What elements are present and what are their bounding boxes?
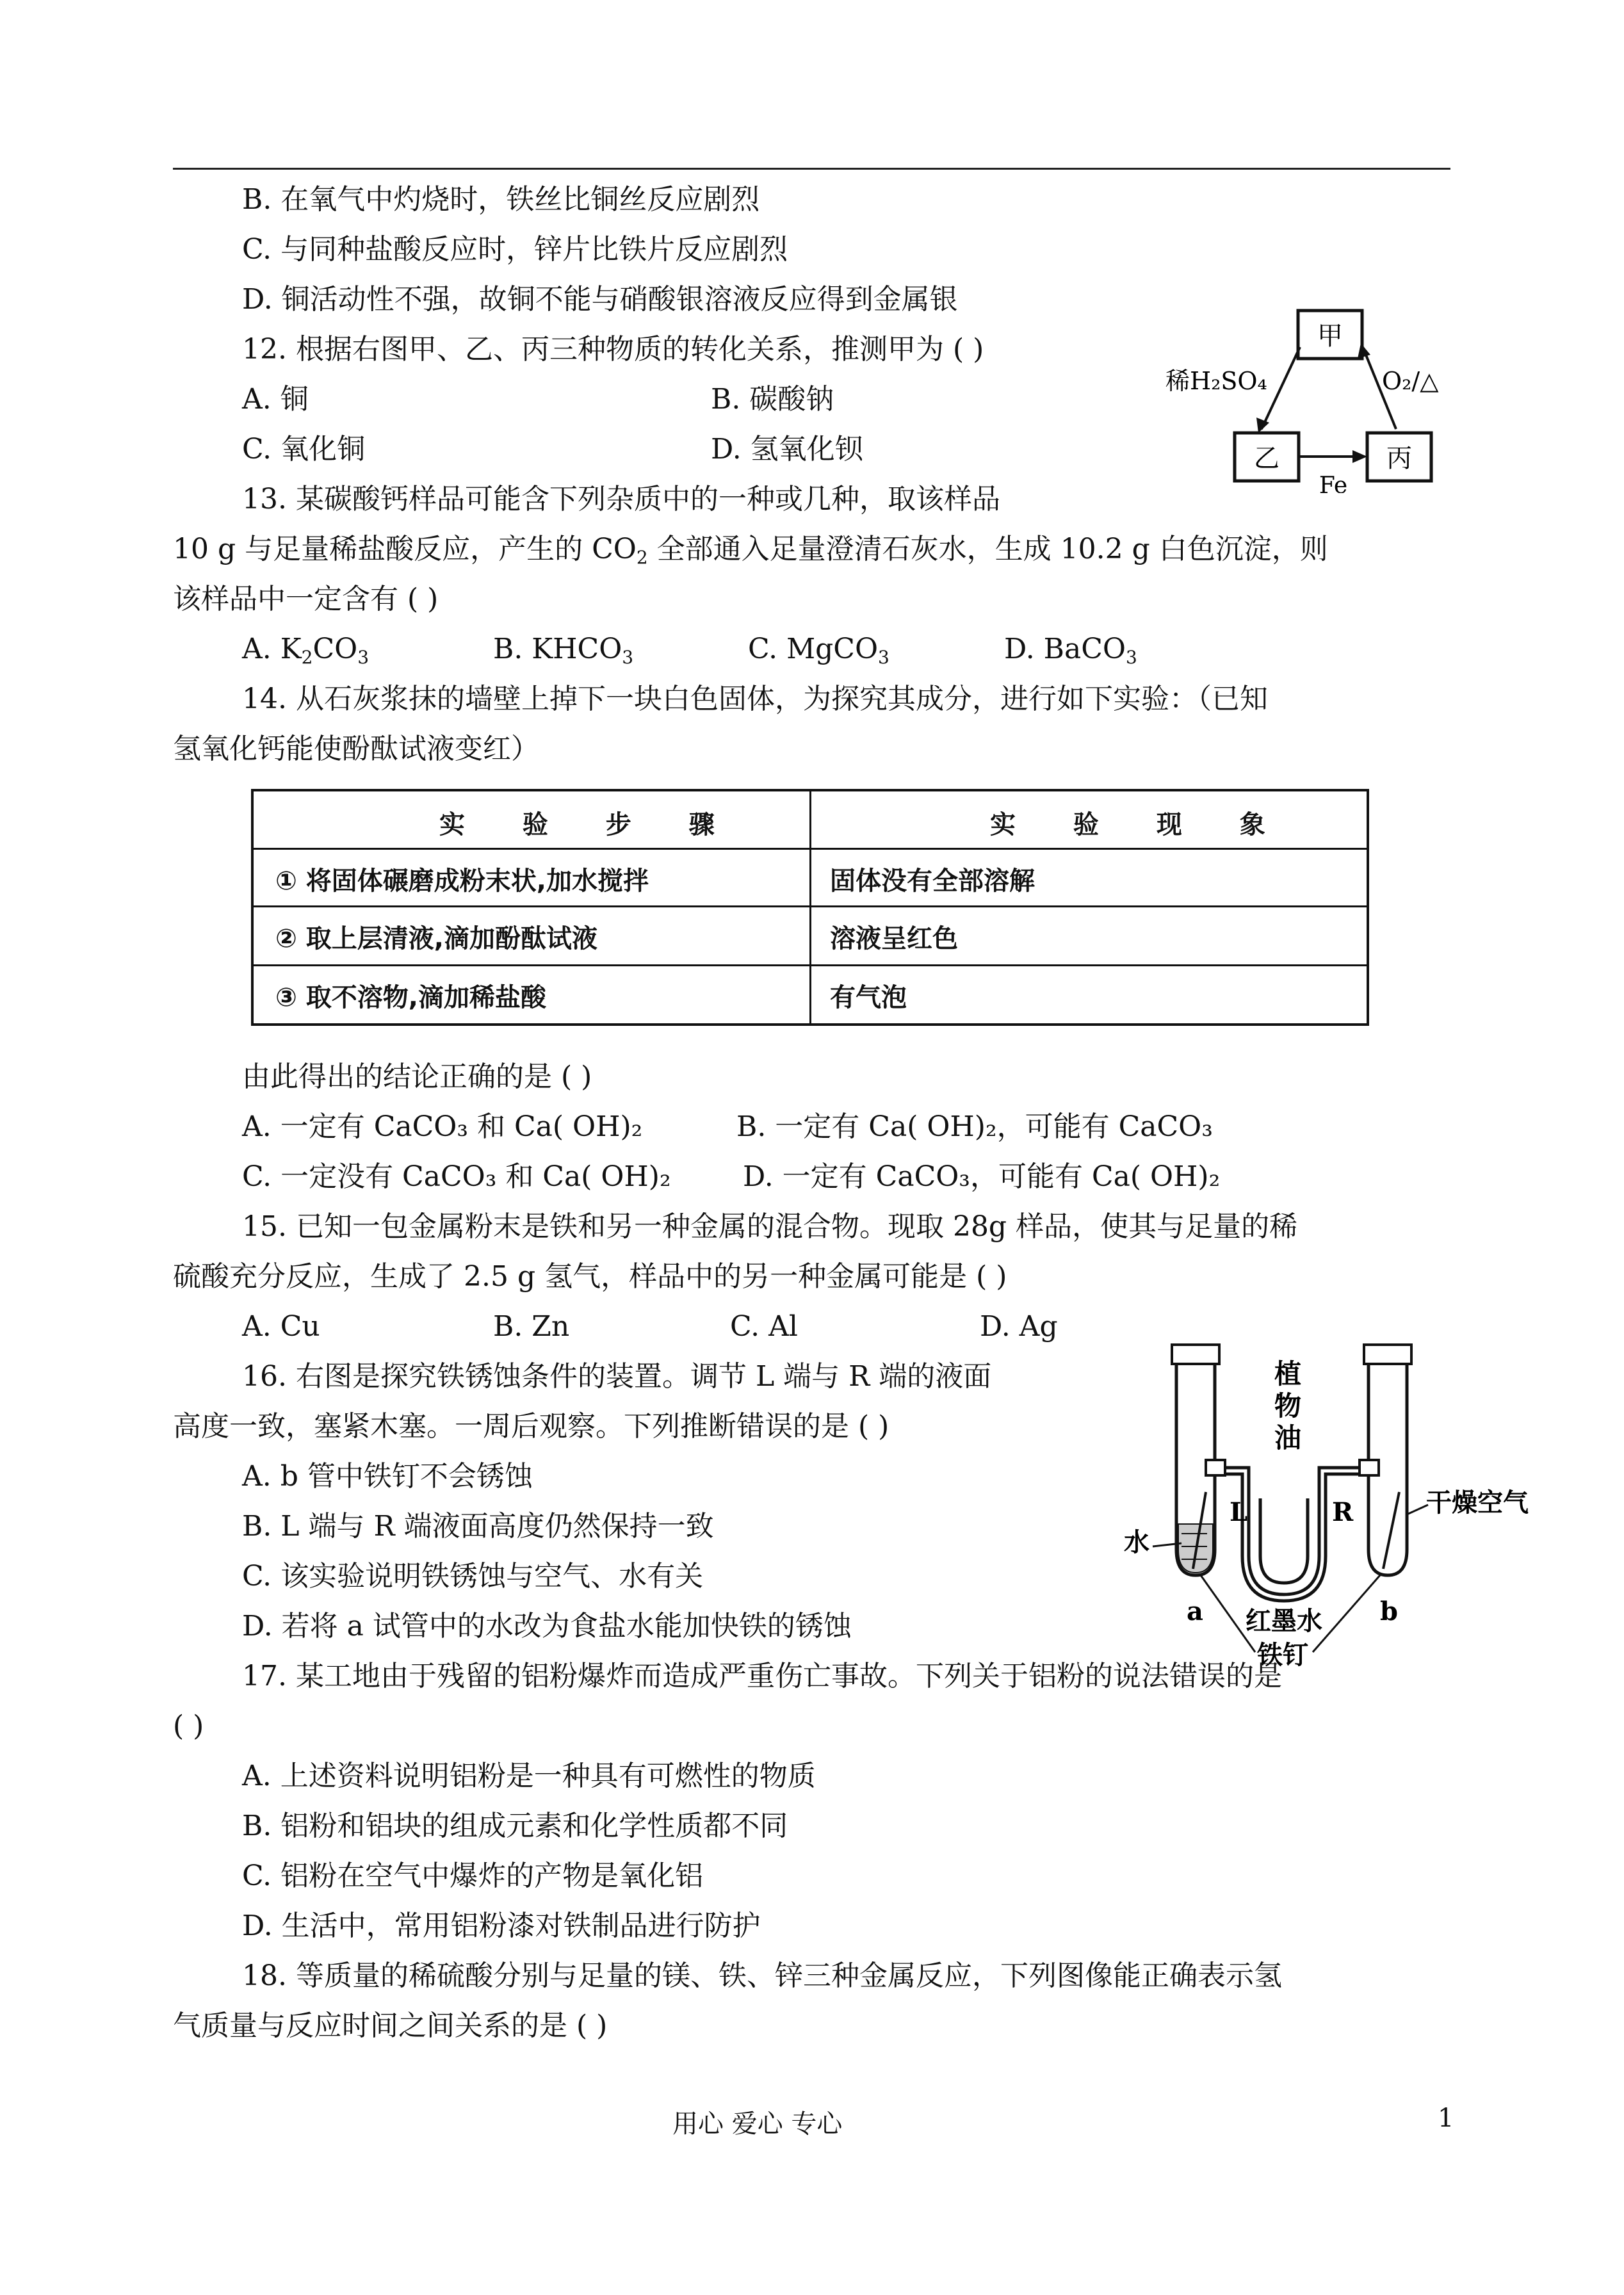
footer-motto: 用心 爱心 专心 (672, 2109, 843, 2139)
label-fe: Fe (1319, 473, 1348, 493)
q12-option-c: C. 氧化铜 (242, 433, 366, 466)
page-number: 1 (1438, 2104, 1454, 2133)
q16-option-b: B. L 端与 R 端液面高度仍然保持一致 (242, 1510, 714, 1543)
q14-stem-line1: 14. 从石灰浆抹的墙壁上掉下一块白色固体，为探究其成分，进行如下实验：（已知 (242, 683, 1268, 715)
q14-option-c: C. 一定没有 CaCO₃ 和 Ca( OH)₂ (242, 1160, 671, 1193)
q13-option-b: B. $KHCO_3$ (493, 633, 634, 668)
q12-option-b: B. 碳酸钠 (711, 383, 834, 416)
node-bing: 丙 (1386, 444, 1412, 473)
label-oil-3: 油 (1274, 1422, 1302, 1454)
q11-option-b: B. 在氧气中灼烧时，铁丝比铜丝反应剧烈 (242, 183, 760, 216)
q17-option-b: B. 铝粉和铝块的组成元素和化学性质都不同 (242, 1810, 788, 1842)
q15-option-d: D. Ag (980, 1310, 1058, 1343)
header-rule (173, 168, 1450, 170)
label-water: 水 (1124, 1527, 1149, 1557)
label-R: R (1332, 1497, 1354, 1527)
q14-conclusion: 由此得出的结论正确的是 ( ) (242, 1060, 592, 1093)
q12-option-d: D. 氢氧化钡 (711, 433, 863, 466)
q17-option-a: A. 上述资料说明铝粉是一种具有可燃性的物质 (242, 1760, 816, 1792)
q11-option-d: D. 铜活动性不强，故铜不能与硝酸银溶液反应得到金属银 (242, 283, 958, 316)
q17-stem-line1: 17. 某工地由于残留的铝粉爆炸而造成严重伤亡事故。下列关于铝粉的说法错误的是 (242, 1660, 1282, 1692)
q16-option-a: A. b 管中铁钉不会锈蚀 (242, 1460, 533, 1493)
q17-stem-line2: ( ) (173, 1710, 204, 1742)
q14-option-a: A. 一定有 CaCO₃ 和 Ca( OH)₂ (242, 1110, 643, 1143)
table-header-steps: 实 验 步 骤 (439, 810, 739, 839)
q18-stem-line1: 18. 等质量的稀硫酸分别与足量的镁、铁、锌三种金属反应，下列图像能正确表示氢 (242, 1959, 1282, 1992)
experiment-table (251, 789, 1369, 1026)
q15-option-a: A. Cu (242, 1310, 320, 1343)
table-row3-step: ③ 取不溶物,滴加稀盐酸 (275, 983, 546, 1012)
q12-stem: 12. 根据右图甲、乙、丙三种物质的转化关系，推测甲为 ( ) (242, 333, 984, 366)
table-row3-result: 有气泡 (830, 983, 907, 1012)
q15-stem-line1: 15. 已知一包金属粉末是铁和另一种金属的混合物。现取 28g 样品，使其与足量的稀 (242, 1210, 1298, 1243)
q16-option-c: C. 该实验说明铁锈蚀与空气、水有关 (242, 1560, 704, 1593)
q13-option-c: C. MgCO$_3$ (748, 633, 889, 668)
q13-stem-line2: 10 g 与足量稀盐酸反应，产生的 $CO_2$ 全部通入足量澄清石灰水，生成 10.2 g 白色沉淀，则 (173, 533, 1328, 568)
node-jia: 甲 (1317, 321, 1343, 351)
label-oil-1: 植 (1274, 1358, 1302, 1390)
q15-stem-line2: 硫酸充分反应，生成了 2.5 g 氢气，样品中的另一种金属可能是 ( ) (173, 1260, 1007, 1293)
q14-option-b: B. 一定有 Ca( OH)₂，可能有 CaCO₃ (736, 1110, 1213, 1143)
label-nail: 铁钉 (1257, 1640, 1308, 1670)
q13-stem-line3: 该样品中一定含有 ( ) (173, 583, 439, 615)
q16-stem-line1: 16. 右图是探究铁锈蚀条件的装置。调节 L 端与 R 端的液面 (242, 1360, 992, 1393)
q16-option-d: D. 若将 a 试管中的水改为食盐水能加快铁的锈蚀 (242, 1610, 852, 1642)
table-row1-step: ① 将固体碾磨成粉末状,加水搅拌 (275, 866, 649, 896)
q13-option-d: D. BaCO$_3$ (1004, 633, 1137, 668)
q13-option-a: A. $K_2CO_3$ (242, 633, 369, 668)
label-dry-air: 干燥空气 (1426, 1488, 1529, 1518)
q12-option-a: A. 铜 (242, 383, 309, 416)
q17-option-d: D. 生活中，常用铝粉漆对铁制品进行防护 (242, 1910, 761, 1942)
q18-stem-line2: 气质量与反应时间之间关系的是 ( ) (173, 2009, 608, 2042)
q16-stem-line2: 高度一致，塞紧木塞。一周后观察。下列推断错误的是 ( ) (173, 1410, 889, 1443)
label-red-ink: 红墨水 (1246, 1606, 1322, 1636)
q14-stem-line2: 氢氧化钙能使酚酞试液变红） (173, 733, 539, 765)
table-header-phenomena: 实 验 现 象 (990, 810, 1290, 839)
q13-stem-line1: 13. 某碳酸钙样品可能含下列杂质中的一种或几种，取该样品 (242, 483, 1000, 515)
rust-experiment-apparatus (1117, 1332, 1540, 1691)
q12-conversion-diagram (1165, 307, 1454, 493)
label-oil-2: 物 (1274, 1390, 1302, 1422)
q11-option-c: C. 与同种盐酸反应时，锌片比铁片反应剧烈 (242, 233, 788, 266)
table-row1-result: 固体没有全部溶解 (830, 866, 1035, 896)
q15-option-c: C. Al (730, 1310, 798, 1343)
label-a: a (1187, 1596, 1203, 1626)
q14-option-d: D. 一定有 CaCO₃，可能有 Ca( OH)₂ (743, 1160, 1221, 1193)
table-row2-step: ② 取上层清液,滴加酚酞试液 (275, 924, 597, 953)
label-dilute-h2so4: 稀H₂SO₄ (1165, 367, 1267, 395)
table-row2-result: 溶液呈红色 (830, 924, 958, 953)
q15-option-b: B. Zn (493, 1310, 570, 1343)
label-o2-heat: O₂/△ (1382, 367, 1439, 395)
node-yi: 乙 (1254, 444, 1279, 473)
label-b: b (1380, 1596, 1398, 1626)
label-L: L (1230, 1497, 1248, 1527)
q17-option-c: C. 铝粉在空气中爆炸的产物是氧化铝 (242, 1860, 704, 1892)
